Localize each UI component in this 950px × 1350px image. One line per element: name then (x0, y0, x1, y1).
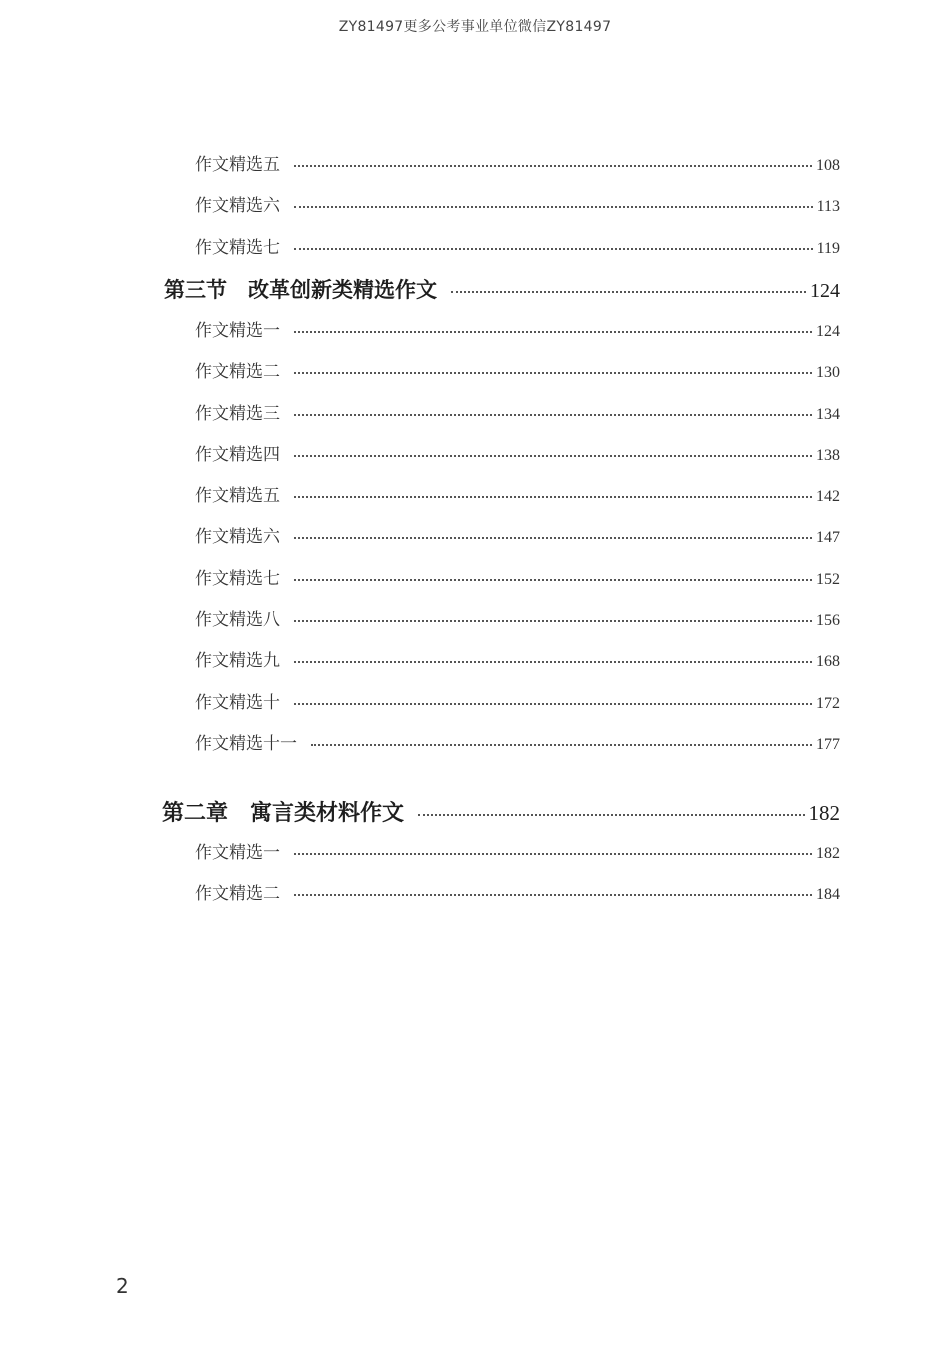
toc-entry-page: 182 (816, 845, 840, 862)
dot-leader (294, 206, 813, 208)
toc-entry-page: 177 (816, 736, 840, 753)
toc-entry[interactable] (195, 316, 840, 341)
toc-section-page: 124 (810, 280, 840, 302)
toc-entry[interactable] (195, 688, 840, 713)
dot-leader (294, 579, 812, 581)
header-note: ZY81497更多公考事业单位微信ZY81497 (338, 19, 612, 35)
toc-entry-title: 作文精选五 (195, 155, 280, 175)
toc-entry-title: 作文精选四 (195, 445, 280, 465)
toc-section-title: 第三节 改革创新类精选作文 (164, 278, 437, 302)
toc-entry-page: 172 (816, 695, 840, 712)
toc-entry-title: 作文精选二 (195, 362, 280, 382)
toc-entry[interactable] (195, 191, 840, 216)
toc-entry[interactable] (195, 481, 840, 506)
page-number: 2 (116, 1274, 129, 1298)
dot-leader (294, 537, 812, 539)
toc-entry[interactable] (195, 564, 840, 589)
toc-entry[interactable] (195, 150, 840, 175)
dot-leader (311, 744, 812, 746)
dot-leader (294, 620, 812, 622)
toc-entry-title: 作文精选二 (195, 884, 280, 904)
toc-entry-page: 184 (816, 886, 840, 903)
toc-entry-page: 119 (816, 240, 840, 257)
toc-entry-title: 作文精选十 (195, 693, 280, 713)
toc-entry[interactable] (195, 522, 840, 547)
toc-entry-title: 作文精选六 (195, 527, 280, 547)
toc-entry-title: 作文精选六 (195, 196, 280, 216)
toc-entry[interactable] (195, 838, 840, 863)
toc-chapter-page: 182 (808, 801, 840, 825)
dot-leader (294, 414, 812, 416)
toc-entry-page: 130 (816, 364, 840, 381)
dot-leader (294, 165, 812, 167)
toc-entry-title: 作文精选五 (195, 486, 280, 506)
toc-entry-page: 152 (816, 571, 840, 588)
dot-leader (418, 814, 804, 816)
toc-entry[interactable] (195, 440, 840, 465)
toc-entry-page: 113 (816, 198, 840, 215)
toc-entry-title: 作文精选七 (195, 238, 280, 258)
toc-entry[interactable] (195, 357, 840, 382)
dot-leader (294, 894, 812, 896)
toc-entry[interactable] (195, 233, 840, 258)
dot-leader (294, 703, 812, 705)
toc-entry-title: 作文精选九 (195, 651, 280, 671)
toc-chapter-title: 第二章 寓言类材料作文 (162, 801, 405, 826)
toc-section-heading[interactable] (164, 274, 840, 304)
dot-leader (294, 661, 812, 663)
toc-entry-title: 作文精选一 (195, 843, 280, 863)
toc-entry-page: 142 (816, 488, 840, 505)
toc-entry-page: 124 (816, 323, 840, 340)
dot-leader (451, 291, 806, 293)
dot-leader (294, 853, 812, 855)
toc-entry-page: 168 (816, 653, 840, 670)
toc-entry-page: 108 (816, 157, 840, 174)
toc-entry-page: 138 (816, 447, 840, 464)
toc-entry[interactable] (195, 605, 840, 630)
dot-leader (294, 331, 812, 333)
toc-chapter-heading[interactable] (162, 796, 840, 827)
toc-entry-title: 作文精选八 (195, 610, 280, 630)
toc-entry[interactable] (195, 729, 840, 754)
toc-entry-title: 作文精选七 (195, 569, 280, 589)
toc-entry-title: 作文精选十一 (195, 734, 297, 754)
dot-leader (294, 455, 812, 457)
toc-entry-title: 作文精选三 (195, 404, 280, 424)
toc-entry[interactable] (195, 879, 840, 904)
toc-entry-page: 147 (816, 529, 840, 546)
dot-leader (294, 496, 812, 498)
toc-entry-page: 156 (816, 612, 840, 629)
toc-entry-page: 134 (816, 406, 840, 423)
toc-entry[interactable] (195, 399, 840, 424)
dot-leader (294, 372, 812, 374)
toc-entry[interactable] (195, 646, 840, 671)
dot-leader (294, 248, 813, 250)
toc-entry-title: 作文精选一 (195, 321, 280, 341)
